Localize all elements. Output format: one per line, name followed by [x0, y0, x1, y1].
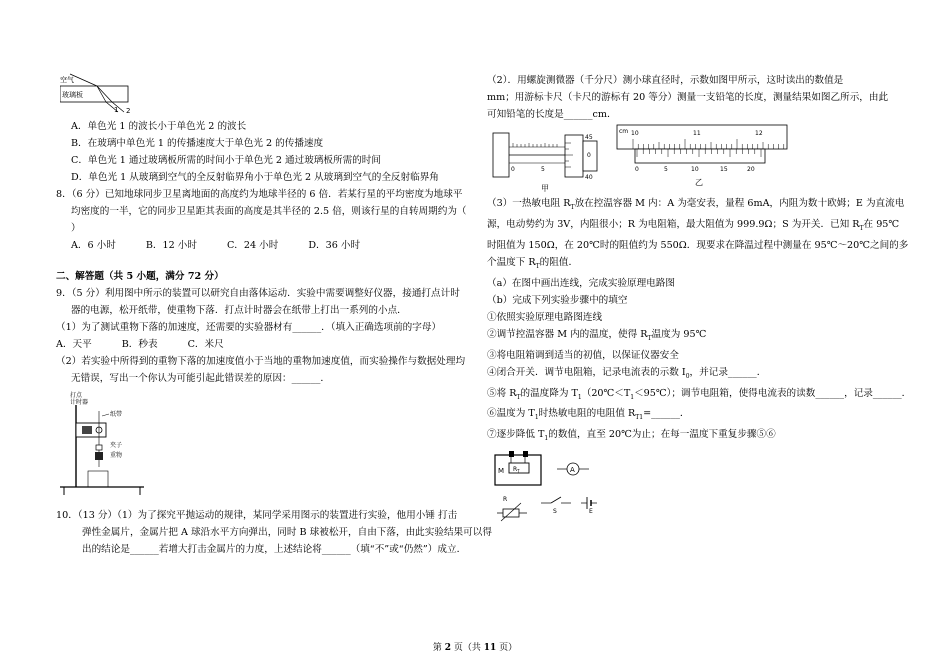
step-4: ④闭合开关．调节电阻箱，记录电流表的示数 $I_0$，并记录______．	[487, 366, 767, 380]
micrometer-figure	[489, 123, 609, 195]
page-total: 11	[483, 643, 497, 653]
q8-options	[56, 237, 461, 254]
caliper-vernier-10: 10	[691, 166, 699, 173]
part3-b: （b）完成下列实验步骤中的填空	[487, 294, 628, 306]
refraction-figure	[60, 72, 140, 114]
step-7: ⑦逐步降低 $T_1$的数值，直至 20℃为止；在每一温度下重复步骤⑤⑥	[487, 429, 776, 443]
micrometer-caption: 甲	[541, 184, 549, 193]
ray-2-label: 2	[126, 107, 131, 114]
caliper-vernier-20: 20	[747, 166, 755, 173]
step-3: ③将电阻箱调到适当的初值，以保证仪器安全	[487, 349, 679, 361]
q9-line-2: 器的电源，松开纸带，使重物下落．打点计时器会在纸带上打出一系列的小点．	[71, 305, 407, 316]
caliper-main-11: 11	[693, 130, 701, 137]
battery-label: E	[589, 508, 593, 516]
caliper-vernier-15: 15	[720, 166, 728, 173]
q10-line-1: 10．（13 分）（1）为了探究平抛运动的规律，某同学采用图示的装置进行实验，他用小锤 打击	[56, 510, 458, 521]
micrometer-tick-0: 0	[511, 166, 515, 173]
tape-label: 纸带	[110, 411, 123, 418]
thimble-40: 40	[585, 174, 593, 181]
q10-part3-line-a: （3）一热敏电阻 $R_T$放在控温容器 M 内：A 为毫安表，量程 6mA，内阻为数十欧姆；E 为直流电	[487, 198, 905, 211]
caliper-main-10: 10	[631, 130, 639, 137]
caliper-main-12: 12	[755, 130, 763, 137]
q8-line-2: 均密度的一半，它的同步卫星距其表面的高度是其半径的 2.5 倍，则该行星的自转周期约为（	[71, 206, 467, 217]
q8-line-1: 8．（6 分）已知地球同步卫星离地面的高度约为地球半径的 6 倍．若某行星的平均密度为地球平	[56, 189, 463, 200]
q10-part3-line-d: 个温度下 $R_T$的阻值．	[487, 256, 579, 270]
right-column	[487, 72, 912, 531]
q10-line-2: 弹性金属片，金属片把 A 球沿水平方向弹出，同时 B 球被松开，自由下落，由此实验结果可以得	[82, 527, 492, 538]
micrometer-tick-5: 5	[541, 166, 545, 173]
section-2-title: 二、解答题（共 5 小题，满分 72 分）	[56, 271, 224, 282]
part3-a: （a）在图中画出连线，完成实验原理电路图	[487, 277, 676, 289]
q10-part2-line-c: 可知铅笔的长度是______cm．	[487, 109, 617, 120]
measurement-figures	[487, 123, 897, 195]
caliper-caption: 乙	[695, 178, 703, 187]
ray-1-label: 1	[114, 106, 119, 114]
q9-option-a: A．天平	[56, 339, 92, 350]
q7-option-d: D．单色光 1 从玻璃到空气的全反射临界角小于单色光 2 从玻璃到空气的全反射临界角	[71, 172, 439, 183]
q9-line-1: 9．（5 分）利用图中所示的装置可以研究自由落体运动．实验中需要调整好仪器，接通打点计时	[56, 288, 460, 299]
weight-label: 重物	[110, 452, 123, 459]
caliper-vernier-0: 0	[635, 166, 639, 173]
step-6: ⑥温度为 $T_1$时热敏电阻的电阻值 $R_{T1}=\_\_\_\_\_\_$．	[487, 408, 690, 422]
q8-line-3: ）	[71, 223, 81, 234]
timer-label: 打点	[70, 392, 83, 399]
q9-sub-2b: 无错误，写出一个你认为可能引起此错误差的原因：______．	[71, 373, 331, 384]
q9-options	[56, 336, 461, 353]
q8-option-b: B．12 小时	[145, 240, 197, 251]
q7-option-a: A．单色光 1 的波长小于单色光 2 的波长	[71, 121, 247, 132]
q10-part3-line-b: 源，电动势约为 3V，内阻很小；R 为电阻箱，最大阻值为 999.9Ω；S 为开关．已知 $R_T$在 95℃	[487, 218, 900, 232]
step-1: ①依照实验原理电路图连线	[487, 311, 603, 323]
q9-option-c: C．米尺	[187, 339, 224, 350]
container-m-label: M	[498, 467, 505, 476]
caliper-unit: cm	[619, 128, 629, 135]
glass-label: 玻璃板	[62, 91, 83, 99]
q10-line-3: 出的结论是______若增大打击金属片的力度，上述结论将______（填“不”或“仍然”）成立．	[82, 544, 467, 555]
thimble-45: 45	[585, 134, 593, 141]
caliper-vernier-5: 5	[664, 166, 668, 173]
clip-label: 夹子	[110, 442, 123, 449]
ammeter-label: A	[570, 466, 575, 475]
page-number: 2	[444, 643, 451, 653]
left-column	[56, 72, 492, 558]
free-fall-apparatus-figure	[52, 389, 152, 499]
q7-option-c: C．单色光 1 通过玻璃板所需的时间小于单色光 2 通过玻璃板所需的时间	[71, 155, 381, 166]
q8-option-d: D．36 小时	[308, 240, 361, 251]
switch-label: S	[553, 508, 557, 516]
q9-option-b: B．秒表	[121, 339, 158, 350]
step-2: ②调节控温容器 M 内的温度，使得 $R_T$温度为 95℃	[487, 328, 707, 342]
step-5: ⑤将 $R_T$的温度降为 $T_1(20℃<T_1<95℃)$；调节电阻箱，使得电流表的读数______，记录______．	[487, 387, 912, 401]
q9-sub-2a: （2）若实验中所得到的重物下落的加速度值小于当地的重物加速度值，而实验操作与数据处理均	[56, 356, 466, 367]
q8-option-a: A．6 小时	[71, 240, 116, 251]
thimble-0: 0	[587, 152, 591, 159]
q8-option-c: C．24 小时	[226, 240, 279, 251]
timer-label-2: 计时器	[70, 399, 89, 406]
thermistor-label: $R_T$	[513, 466, 520, 474]
caliper-figure	[615, 123, 790, 191]
page-footer: 第 2 页（共 11 页）	[432, 643, 518, 653]
q10-part2-line-b: mm；用游标卡尺（卡尺的游标有 20 等分）测量一支铅笔的长度，测量结果如图乙所示，由此	[487, 92, 889, 103]
q7-option-b: B．在玻璃中单色光 1 的传播速度大于单色光 2 的传播速度	[71, 138, 324, 149]
circuit-components-figure	[493, 451, 633, 531]
q9-sub-1: （1）为了测试重物下落的加速度，还需要的实验器材有______．（填入正确选项前的字母）	[56, 322, 442, 333]
resistor-box-label: R	[503, 496, 508, 504]
q10-part3-line-c: 时阻值为 150Ω，在 20℃时的阻值约为 550Ω．现要求在降温过程中测量在 95℃～20℃之间的多	[487, 239, 909, 251]
air-label: 空气	[60, 76, 74, 84]
q10-part2-line-a: （2）．用螺旋测微器（千分尺）测小球直径时，示数如图甲所示，这时读出的数值是	[487, 75, 844, 86]
